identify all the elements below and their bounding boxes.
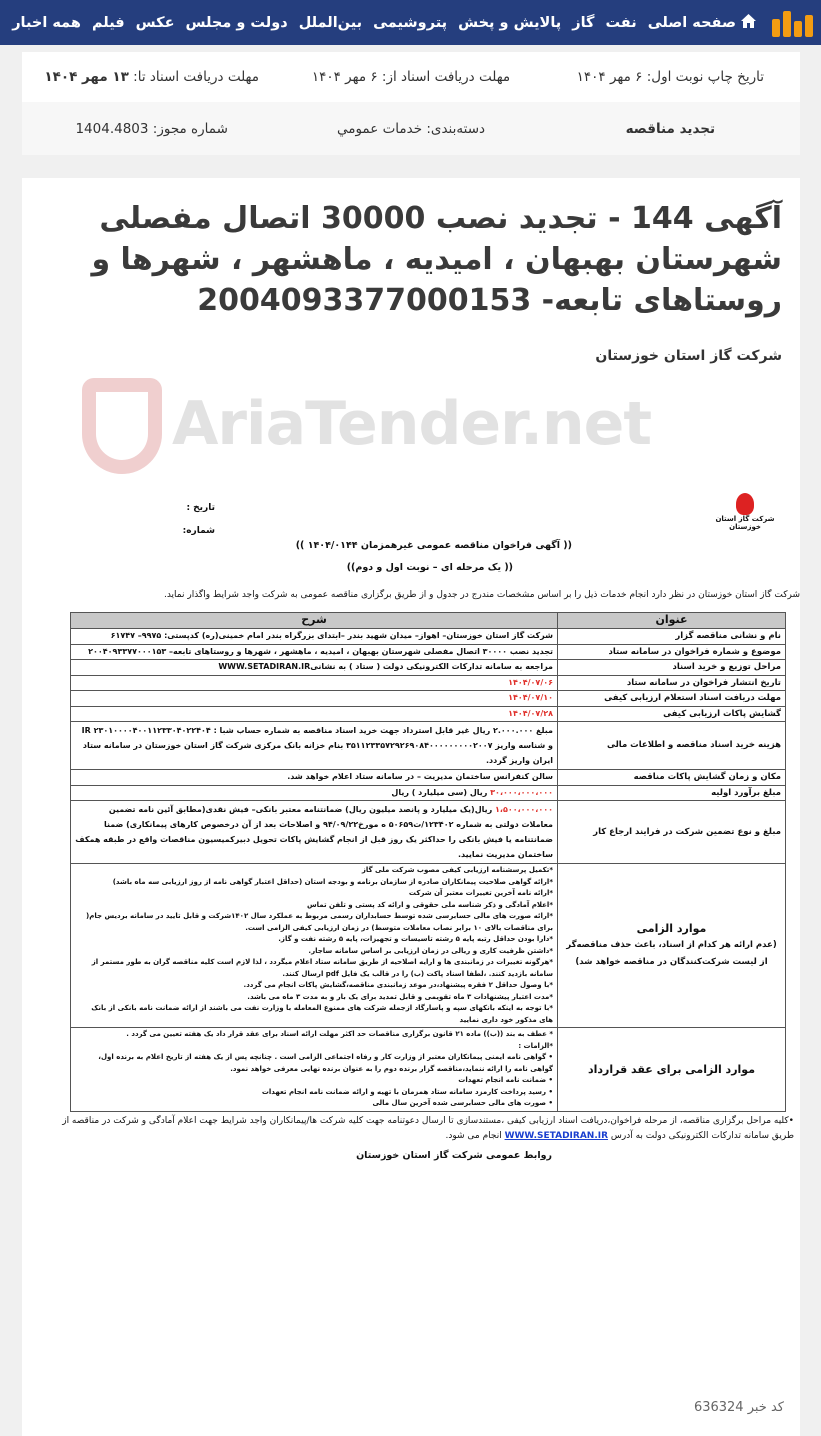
nav-home[interactable]: صفحه اصلی xyxy=(647,14,736,31)
article-title: آگهی 144 - تجدید نصب 30000 اتصال مفصلی شهرستان بهبهان ، امیدیه ، ماهشهر ، شهرها و روستاهای تابعه- 2004093377000153 xyxy=(91,201,782,318)
row-key: مراحل توزیع و خرید اسناد xyxy=(558,660,786,676)
category: دسته‌بندی: خدمات عمومي xyxy=(336,120,486,137)
flame-icon xyxy=(736,493,754,515)
setadiran-link[interactable]: WWW.SETADIRAN.IR xyxy=(504,1130,609,1141)
table-row xyxy=(71,864,786,1028)
table-row xyxy=(71,1028,786,1112)
nav-refining[interactable]: پالایش و پخش xyxy=(458,14,562,31)
nav-petrochemical[interactable]: پتروشیمی xyxy=(373,14,448,31)
row-value: ۱۴۰۴/۰۷/۱۰ xyxy=(71,691,558,707)
row-value: شرکت گاز استان خوزستان– اهواز– میدان شهید بندر –ابتدای بزرگراه بندر امام خمینی(ره) کدپستی: ۹۹۷۵– ۶۱۷۴۷ xyxy=(71,629,558,645)
doc-subheading: (( یک مرحله ای – نوبت اول و دوم)) xyxy=(346,562,513,573)
license-number: شماره مجوز: 1404.4803 xyxy=(75,120,228,137)
row-value: تجدید نصب ۳۰۰۰۰ اتصال مفصلی شهرستان بهبهان ، امیدیه ، ماهشهر ، شهرها و روستاهای تابعه– ۲۰۰۴۰۹۳۳۷۷۰۰۰۱۵۳ xyxy=(71,644,558,660)
logo-text: شرکت گاز استان خوزستان xyxy=(715,515,775,531)
row-value: مراجعه به سامانه تدارکات الکترونیکی دولت ( ستاد ) به نشانیWWW.SETADIRAN.IR xyxy=(71,660,558,676)
doc-footer: •کلیه مراحل برگزاری مناقصه، از مرحله فراخوان،دریافت اسناد ارزیابی کیفی ،مستندسازی تا ارسال دعوتنامه جهت کلیه شرکت ها/پیمانکاران واجد شرایط جهت اعلام آمادگی و شرکت در مناقصه از طریق سامانه تدارکات الکترونیکی دولت به آدرس WWW.SETADIRAN.IR انجام می شود. xyxy=(60,1114,800,1144)
doc-intro: شرکت گاز استان خوزستان در نظر دارد انجام خدمات ذیل را بر اساس مشخصات مندرج در جدول و از طریق برگزاری مناقصه عمومی به شرکت واجد شرایط واگذار نماید. xyxy=(163,590,800,600)
table-row xyxy=(71,770,786,786)
nav-gas[interactable]: گاز xyxy=(572,14,595,31)
news-code: کد خبر 636324 xyxy=(693,1400,784,1415)
deadline-to-value: ۱۳ مهر ۱۴۰۴ xyxy=(44,69,129,85)
row-key: هزینه خرید اسناد مناقصه و اطلاعات مالی xyxy=(558,722,786,770)
company-name: شرکت گاز استان خوزستان xyxy=(595,348,782,364)
table-row xyxy=(71,801,786,864)
estimate-amount: ۳۰،۰۰۰،۰۰۰،۰۰۰ xyxy=(490,787,553,797)
doc-date-label: تاریخ : xyxy=(186,503,215,513)
requirements-list: *تکمیل پرسشنامه ارزیابی کیفی مصوب شرکت ملی گاز *ارائه گواهی صلاحیت پیمانکاران صادره از سازمان برنامه و بودجه استان (حداقل اعتبار گواهی نامه از روز ارزیابی سه ماه باشد) *ارائه نامه آخرین تغییرات معتبر آن شرکت *اعلام آمادگی و ذکر شناسه ملی حقوقی و ارائه کد پستی و تلفن تماس *ارائه صورت های مالی حسابرسی شده توسط حسابداران رسمی مربوط به عملکرد سال ۱۴۰۲شرکت و قابل تایید در سامانه بردیس جام( برای مناقصات بالای ۱۰ برابر نصاب معاملات متوسط) در زمان ارزیابی کیفی الزامی است. *دارا بودن حداقل رتبه پایه ۵ رشته تاسیسات و تجهیزات، پایه ۵ رشته نفت و گاز. *داشتن ظرفیت کاری و ریالی در زمان ارزیابی بر اساس سامانه ساجار. *هرگونه تغییرات در زمانبندی ها و ارایه اصلاحیه از طریق سامانه ستاد اعلام میگردد ، لذا لازم است کلیه مناقصه گران به طور مستمر از سامانه بازدید کنند. ،لطفا اسناد پاکت (ب) را در قالب یک فایل pdf ارسال کنند. *با وصول حداقل ۲ فقره پیشنهاد،در موعد زمانبندی مناقصه،گشایش پاکات انجام می گردد. *مدت اعتبار پیشنهادات ۳ ماه تقویمی و قابل تمدید برای یک بار و به مدت ۳ ماه می باشد. *با توجه به اینکه بانکهای سپه و پاسارگاد ازجمله شرکت های ممنوع المعامله با وزارت نفت می باشند از ارائه ضمانت نامه بانکی از بانک های مذکور خود داری نمایید xyxy=(71,864,558,1028)
nav-all-news[interactable]: همه اخبار xyxy=(12,14,81,31)
table-row xyxy=(71,691,786,707)
row-key: تاریخ انتشار فراخوان در سامانه ستاد xyxy=(558,675,786,691)
table-row xyxy=(71,660,786,676)
deadline-to-label: مهلت دریافت اسناد تا: xyxy=(128,69,260,85)
table-row xyxy=(71,629,786,645)
tender-table xyxy=(70,612,786,1112)
table-row xyxy=(71,722,786,770)
row-value: ریال(یک میلیارد و پانصد میلیون ریال) ضمانتنامه معتبر بانکی– فیش نقدی(مطابق آئین نامه تضمین معاملات دولتی به شماره ۱۲۳۴۰۲/ت۵۰۶۵۹ ه مورخ۹۴/۰۹/۲۲ و اصلاحات بعد از آن درخصوص کارهای پیمانکاری) ضمنا ضمانتنامه یا فیش بانکی را حداکثر یک روز قبل از انجام گشایش پاکات تحویل دبیرکمیسیون مناقصات واقع در طبقه همکف ساختمان مدیریت نمایید. xyxy=(75,805,553,859)
doc-number-label: شماره: xyxy=(182,526,215,536)
contract-requirements-title: موارد الزامی برای عقد قرارداد xyxy=(558,1028,786,1112)
site-logo[interactable] xyxy=(772,9,813,37)
row-value: ۱۴۰۴/۰۷/۰۶ xyxy=(71,675,558,691)
doc-heading: (( آگهی فراخوان مناقصه عمومی غیرهمزمان ۱۴۰۴/۰۱۴۴ )) xyxy=(295,540,572,551)
row-value: مبلغ ۲.۰۰۰.۰۰۰ ریال غیر قابل استرداد جهت خرید اسناد مناقصه به شماره حساب شبا : IR ۲۳۰۱۰۰۰۰۴۰۰۱۱۲۳۳۰۴۰۲۲۴۰۴ و شناسه واریز ۳۵۱۱۲۳۳۵۷۲۹۲۶۹۰۸۴۰۰۰۰۰۰۰۰۰۲۰۰۷ بنام خزانه بانک مرکزی شرکت گاز استان خوزستان در سامانه ستاد ایران واریز گردد. xyxy=(71,722,558,770)
print-date: تاریخ چاپ نوبت اول: ۶ مهر ۱۴۰۴ xyxy=(576,69,765,85)
row-key: مکان و زمان گشایش پاکات مناقصه xyxy=(558,770,786,786)
nav-oil[interactable]: نفت xyxy=(605,14,637,31)
top-nav xyxy=(0,0,821,45)
tender-info-card xyxy=(22,52,800,155)
row-key: نام و نشانی مناقصه گزار xyxy=(558,629,786,645)
doc-signature: روابط عمومی شرکت گاز استان خوزستان xyxy=(356,1149,552,1161)
deadline-from: مهلت دریافت اسناد از: ۶ مهر ۱۴۰۴ xyxy=(311,69,511,85)
nav-photo[interactable]: عکس xyxy=(135,14,175,31)
tender-document-image xyxy=(60,488,800,1161)
deadline-to xyxy=(22,69,281,85)
row-value: ۱۴۰۴/۰۷/۲۸ xyxy=(71,706,558,722)
nav-film[interactable]: فیلم xyxy=(91,14,125,31)
contract-requirements-list: * عطف به بند ((ب)) ماده ۲۱ قانون برگزاری مناقصات حد اکثر مهلت ارائه اسناد برای عقد قرار داد یک هفته تعیین می گردد . *الزامات : • گواهی نامه ایمنی پیمانکاران معتبر از وزارت کار و رفاه اجتماعی الزامی است . چنانچه پس از یک هفته از تاریخ اعلام به برنده اول، گواهی نامه را ارائه ننماید،مناقصه گزار برنده دوم را به عنوان برنده نهایی معرفی خواهد نمود. • ضمانت نامه انجام تعهدات • رسید پرداخت کارمزد سامانه ستاد همزمان با تهیه و ارائه ضمانت نامه انجام تعهدات • صورت های مالی حسابرسی شده آخرین سال مالی xyxy=(71,1028,558,1112)
watermark: AriaTender.net xyxy=(172,389,652,459)
gas-company-logo xyxy=(700,493,790,531)
row-key: موضوع و شماره فراخوان در سامانه ستاد xyxy=(558,644,786,660)
requirements-title: موارد الزامی (عدم ارائه هر کدام از اسناد، باعث حذف مناقصه‌گر از لیست شرکت‌کنندگان در مناقصه خواهد شد) xyxy=(558,864,786,1028)
tender-type: تجدید مناقصه xyxy=(625,120,716,137)
row-key: مهلت دریافت اسناد استعلام ارزیابی کیفی xyxy=(558,691,786,707)
col-desc: شرح xyxy=(71,613,558,629)
col-title: عنوان xyxy=(558,613,786,629)
table-row xyxy=(71,644,786,660)
watermark-shield-icon xyxy=(82,378,162,474)
row-key: گشایش پاکات ارزیابی کیفی xyxy=(558,706,786,722)
home-icon[interactable] xyxy=(741,13,756,32)
nav-government[interactable]: دولت و مجلس xyxy=(185,14,288,31)
row-key: مبلغ و نوع تضمین شرکت در فرایند ارجاع کار xyxy=(558,801,786,864)
row-value: ریال (سی میلیارد ) ریال xyxy=(391,787,491,797)
nav-international[interactable]: بین‌الملل xyxy=(298,14,363,31)
row-key: مبلغ برآورد اولیه xyxy=(558,785,786,801)
table-row xyxy=(71,675,786,691)
article-card xyxy=(22,178,800,1436)
table-row xyxy=(71,706,786,722)
table-row xyxy=(71,785,786,801)
guarantee-amount: ۱،۵۰۰،۰۰۰،۰۰۰ xyxy=(495,805,553,814)
row-value: سالن کنفرانس ساختمان مدیریت – در سامانه ستاد اعلام خواهد شد. xyxy=(71,770,558,786)
